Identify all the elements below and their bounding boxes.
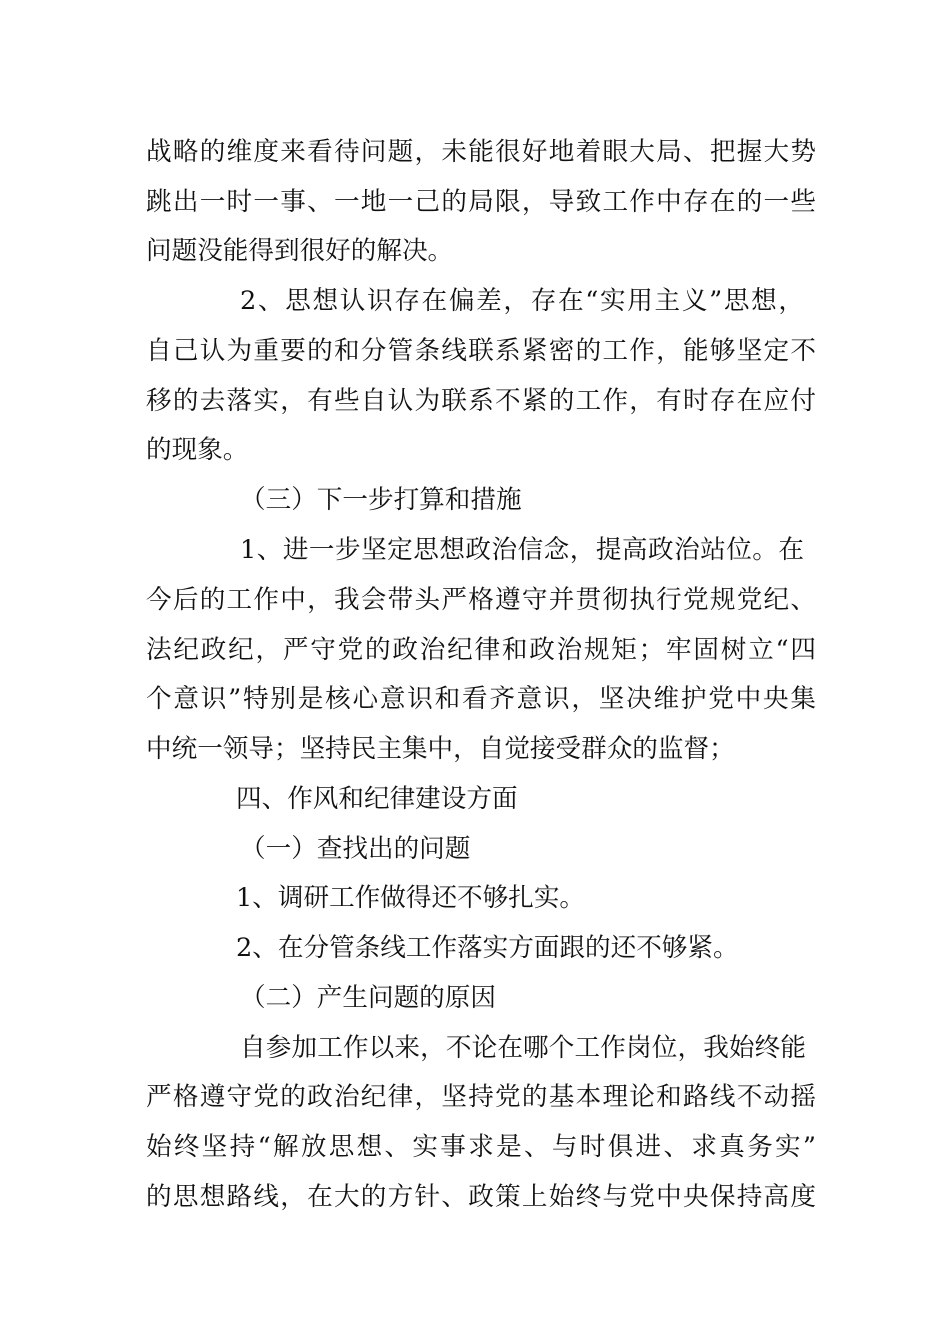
subsection-heading: （一）查找出的问题 [240,834,471,864]
list-item-line: 2、思想认识存在偏差，存在“实用主义”思想， [240,286,804,316]
body-text-line: 的思想路线，在大的方针、政策上始终与党中央保持高度 [146,1182,816,1212]
body-text-line: 个意识”特别是核心意识和看齐意识，坚决维护党中央集 [146,684,816,714]
body-text-line: 今后的工作中，我会带头严格遵守并贯彻执行党规党纪、 [146,585,816,615]
list-item-line: 1、调研工作做得还不够扎实。 [236,883,586,913]
section-heading: （三）下一步打算和措施 [240,485,522,515]
body-text-line: 的现象。 [146,435,249,465]
paragraph-first-line: 自参加工作以来，不论在哪个工作岗位，我始终能 [240,1033,806,1063]
body-text-line: 战略的维度来看待问题，未能很好地着眼大局、把握大势 [146,137,816,167]
body-text-line: 问题没能得到很好的解决。 [146,236,454,266]
body-text-line: 法纪政纪，严守党的政治纪律和政治规矩；牢固树立“四 [146,635,816,665]
body-text-line: 中统一领导；坚持民主集中，自觉接受群众的监督； [146,734,735,764]
subsection-heading: （二）产生问题的原因 [240,983,496,1013]
body-text-line: 严格遵守党的政治纪律，坚持党的基本理论和路线不动摇 [146,1082,816,1112]
section-heading: 四、作风和纪律建设方面 [236,784,518,814]
body-text-line: 移的去落实，有些自认为联系不紧的工作，有时存在应付 [146,386,816,416]
list-item-line: 2、在分管条线工作落实方面跟的还不够紧。 [236,933,739,963]
body-text-line: 跳出一时一事、一地一己的局限，导致工作中存在的一些 [146,187,816,217]
list-item-line: 1、进一步坚定思想政治信念，提高政治站位。在 [240,535,804,565]
body-text-line: 自己认为重要的和分管条线联系紧密的工作，能够坚定不 [146,336,816,366]
body-text-line: 始终坚持“解放思想、实事求是、与时俱进、求真务实” [146,1132,816,1162]
